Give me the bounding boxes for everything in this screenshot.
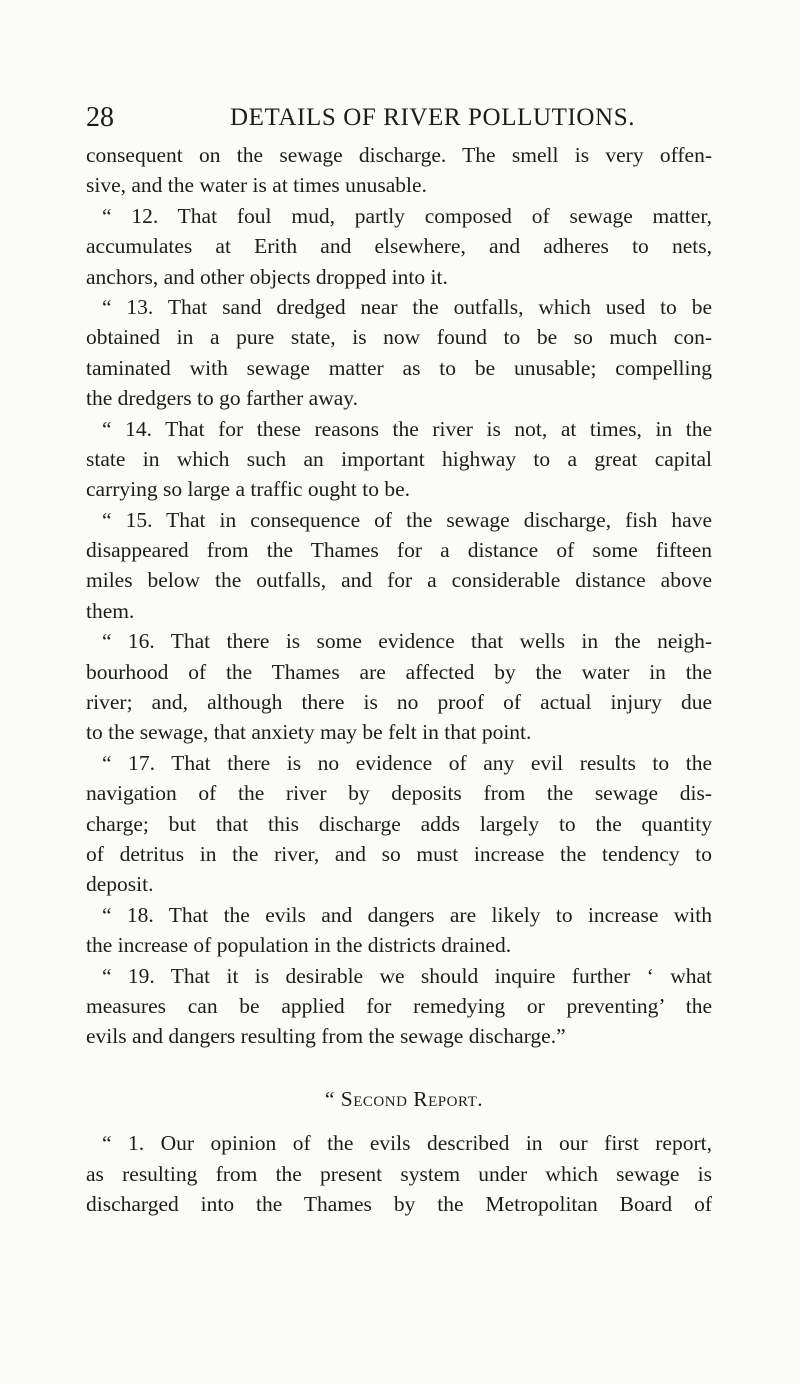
text-line: accumulates at Erith and elsewhere, and adheres to nets, bbox=[86, 234, 712, 259]
text-line: river; and, although there is no proof of actual injury due bbox=[86, 690, 712, 715]
text-line: the dredgers to go farther away. bbox=[86, 386, 359, 411]
text-line: state in which such an important highway to a great capital bbox=[86, 446, 712, 471]
text-line: obtained in a pure state, is now found to be so much con- bbox=[86, 325, 712, 350]
text-line: “ 15. That in consequence of the sewage discharge, fish have bbox=[102, 507, 712, 532]
text-line: evils and dangers resulting from the sewage discharge.” bbox=[86, 1024, 566, 1049]
text-line: bourhood of the Thames are affected by the water in the bbox=[86, 659, 712, 684]
text-line: the increase of population in the districts drained. bbox=[86, 933, 512, 958]
body-text bbox=[86, 140, 712, 1219]
text-line: sive, and the water is at times unusable. bbox=[86, 173, 427, 198]
text-line: “ 14. That for these reasons the river is not, at times, in the bbox=[102, 416, 712, 441]
text-line: “ 13. That sand dredged near the outfalls, which used to be bbox=[102, 294, 712, 319]
text-line: “ 18. That the evils and dangers are likely to increase with bbox=[102, 902, 712, 927]
text-line: measures can be applied for remedying or preventing’ the bbox=[86, 993, 712, 1018]
text-line: of detritus in the river, and so must increase the tendency to bbox=[86, 841, 712, 866]
section-gap bbox=[86, 1114, 712, 1128]
text-line: deposit. bbox=[86, 872, 154, 897]
text-line: anchors, and other objects dropped into it. bbox=[86, 264, 448, 289]
text-line: consequent on the sewage discharge. The smell is very offen- bbox=[86, 143, 712, 167]
text-line: “ 19. That it is desirable we should inquire further ‘ what bbox=[102, 963, 712, 988]
text-line: “ 12. That foul mud, partly composed of sewage matter, bbox=[102, 203, 712, 228]
text-line: charge; but that this discharge adds largely to the quantity bbox=[86, 811, 712, 836]
text-line: to the sewage, that anxiety may be felt in that point. bbox=[86, 720, 532, 745]
text-line: disappeared from the Thames for a distance of some fifteen bbox=[86, 538, 712, 563]
text-line: carrying so large a traffic ought to be. bbox=[86, 477, 410, 502]
text-line: them. bbox=[86, 598, 135, 623]
text-line: as resulting from the present system under which sewage is bbox=[86, 1161, 712, 1186]
text-line: “ 1. Our opinion of the evils described in our first report, bbox=[102, 1131, 712, 1156]
text-line: discharged into the Thames by the Metropolitan Board of bbox=[86, 1191, 712, 1216]
text-line: miles below the outfalls, and for a considerable distance above bbox=[86, 568, 712, 593]
text-line: “ 16. That there is some evidence that wells in the neigh- bbox=[102, 629, 712, 654]
page-header bbox=[86, 98, 726, 138]
text-line: “ 17. That there is no evidence of any evil results to the bbox=[102, 750, 712, 775]
running-head: DETAILS OF RIVER POLLUTIONS. bbox=[230, 104, 636, 131]
page-number: 28 bbox=[86, 102, 114, 133]
section-gap bbox=[86, 1052, 712, 1084]
section-heading: “ Second Report. bbox=[324, 1086, 484, 1111]
text-line: taminated with sewage matter as to be unusable; compelling bbox=[86, 355, 712, 380]
text-line: navigation of the river by deposits from the sewage dis- bbox=[86, 781, 712, 806]
